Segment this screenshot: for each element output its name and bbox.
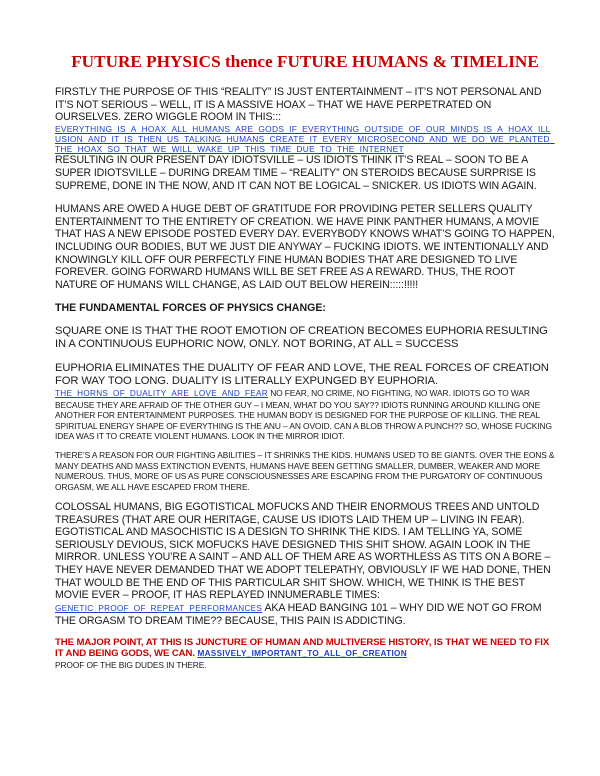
duality-link[interactable]: THE_HORNS_OF_DUALITY_ARE_LOVE_AND_FEAR — [55, 389, 268, 399]
fear-paragraph — [55, 388, 555, 441]
gratitude-paragraph: HUMANS ARE OWED A HUGE DEBT OF GRATITUDE FOR PROVIDING PETER SELLERS QUALITY ENTERTAINMENT TO THE ENTIRETY OF CREATION. WE HAVE PINK PANTHER HUMANS, A MOVIE THAT HAS A NEW EPISODE POSTED EVERY DAY. EVERYBODY KNOWS WHAT’S GOING TO HAPPEN, INCLUDING OUR BODIES, BUT WE JUST DIE ANYWAY – FUCKING IDIOTS. WE INTENTIONALLY AND KNOWINGLY KILL OFF OUR PERFECTLY FINE HUMAN BODIES THAT ARE DESIGNED TO LIVE FOREVER. GOING FORWARD HUMANS WILL BE SET FREE AS A REWARD. THUS, THE ROOT NATURE OF HUMANS WILL CHANGE, AS LAID OUT BELOW HEREIN:::::!!!!! — [55, 203, 555, 291]
shrink-paragraph: THERE’S A REASON FOR OUR FIGHTING ABILITIES – IT SHRINKS THE KIDS. HUMANS USED TO BE GIANTS. OVER THE EONS & MANY DEATHS AND MASS EXTINCTION EVENTS, HUMANS HAVE BEEN GETTING SMALLER, DUMBER, WEAKER AND MORE NUMEROUS. THUS, MORE OF US AS PURE CONSCIOUSNESSES ARE ESCAPING FROM THE PURGATORY OF CONTINUOUS ORGASM, WE ALL HAVE ESCAPED FROM THERE. — [55, 450, 555, 492]
massively-important-link[interactable]: MASSIVELY_IMPORTANT_TO_ALL_OF_CREATION — [197, 649, 407, 659]
major-point-text: THE MAJOR POINT, AT THIS IS JUNCTURE OF HUMAN AND MULTIVERSE HISTORY, IS THAT WE NEED TO FIX IT AND BEING GODS, WE CAN. — [55, 636, 550, 660]
euphoria-paragraph: SQUARE ONE IS THAT THE ROOT EMOTION OF CREATION BECOMES EUPHORIA RESULTING IN A CONTINUOUS EUPHORIC NOW, ONLY. NOT BORING, AT ALL = SUCCESS — [55, 325, 548, 351]
intro-paragraph: FIRSTLY THE PURPOSE OF THIS “REALITY” IS JUST ENTERTAINMENT – IT’S NOT PERSONAL AND IT’S NOT SERIOUS – WELL, IT IS A MASSIVE HOAX – THAT WE HAVE PERPETRATED ON OURSELVES. ZERO WIGGLE ROOM IN THIS::: — [55, 86, 542, 124]
section-heading: THE FUNDAMENTAL FORCES OF PHYSICS CHANGE: — [55, 302, 326, 315]
page-title: FUTURE PHYSICS thence FUTURE HUMANS & TIMELINE — [71, 52, 539, 71]
colossal-paragraph: COLOSSAL HUMANS, BIG EGOTISTICAL MOFUCKS AND THEIR ENORMOUS TREES AND UNTOLD TREASURES (THAT ARE OUR HERITAGE, CAUSE US IDIOTS LAID THEM UP – LIVING IN FEAR). EGOTISTICAL AND MASOCHISTIC IS A DESIGN TO SHRINK THE KIDS. I AM TELLING YA, SOME SERIOUSLY DEVIOUS, SICK MOFUCKS HAVE DESIGNED THIS SHIT SHOW. AGAIN LOOK IN THE MIRROR. UNLESS YOU’RE A SAINT – AND ALL OF THEM ARE AS WORTHLESS AS TITS ON A BORE – THEY HAVE NEVER DEMANDED THAT WE ADOPT TELEPATHY, OBVIOUSLY IF WE HAD DONE, THEN THAT WOULD BE THE END OF THIS PARTICULAR SHIT SHOW. WHICH, WE THINK IS THE BEST MOVIE EVER – PROOF, IT HAS REPLAYED INNUMERABLE TIMES: — [55, 500, 551, 602]
document-page — [55, 52, 555, 670]
genetic-proof-link[interactable]: GENETIC_PROOF_OF_REPEAT_PERFORMANCES — [55, 603, 263, 613]
hoax-link[interactable]: EVERYTHING_IS_A_HOAX_ALL_HUMANS_ARE_GODS_IF_EVERYTHING_OUTSIDE_OF_OUR_MINDS_IS_A_HOAX_ILLUSION_AND_IT_IS_THEN_US_TALKING_HUMANS_CREATE_IT_EVERY_MICROSECOND_AND_WE_DO_WE_PLANTED_THE_HOAX_SO_THAT_WE_WILL_WAKE_UP_THIS_TIME_DUE_TO_THE_INTERNET — [55, 123, 555, 155]
genetic-text: AKA HEAD BANGING 101 – WHY DID WE NOT GO FROM THE ORGASM TO DREAM TIME?? BECAUSE, THIS PAIN IS ADDICTING. — [55, 601, 542, 628]
duality-paragraph: EUPHORIA ELIMINATES THE DUALITY OF FEAR AND LOVE, THE REAL FORCES OF CREATION FOR WAY TOO LONG. DUALITY IS LITERALLY EXPUNGED BY EUPHORIA. — [55, 362, 549, 388]
idiotsville-paragraph: RESULTING IN OUR PRESENT DAY IDIOTSVILLE – US IDIOTS THINK IT’S REAL – SOON TO BE A SUPER IDIOTSVILLE – DURING DREAM TIME – “REALITY” ON STEROIDS BECAUSE SURPRISE IS SUPREME, DONE IN THE NOW, AND IT CAN NOT BE LOGICAL – SNICKER. US IDIOTS WIN AGAIN. — [55, 154, 537, 192]
fear-text: NO FEAR, NO CRIME, NO FIGHTING, NO WAR. IDIOTS GO TO WAR BECAUSE THEY ARE AFRAID OF THE OTHER GUY – I MEAN, WHAT DO YOU SAY?? IDIOTS RUNNING AROUND KILLING ONE ANOTHER FOR ENTERTAINMENT PURPOSES. THE HUMAN BODY IS DESIGNED FOR THE PURPOSE OF KILLING. THE REAL SPIRITUAL ENERGY SHAPE OF EVERYTHING IS THE ANU – AN OVOID. CAN A BLOB THROW A PUNCH?? SO, WHOSE FUCKING IDEA WAS IT TO CREATE VIOLENT HUMANS. LOOK IN THE MIRROR IDIOT. — [55, 388, 552, 441]
genetic-paragraph — [55, 602, 555, 628]
major-point-paragraph — [55, 637, 555, 660]
proof-paragraph: PROOF OF THE BIG DUDES IN THERE. — [55, 659, 207, 670]
